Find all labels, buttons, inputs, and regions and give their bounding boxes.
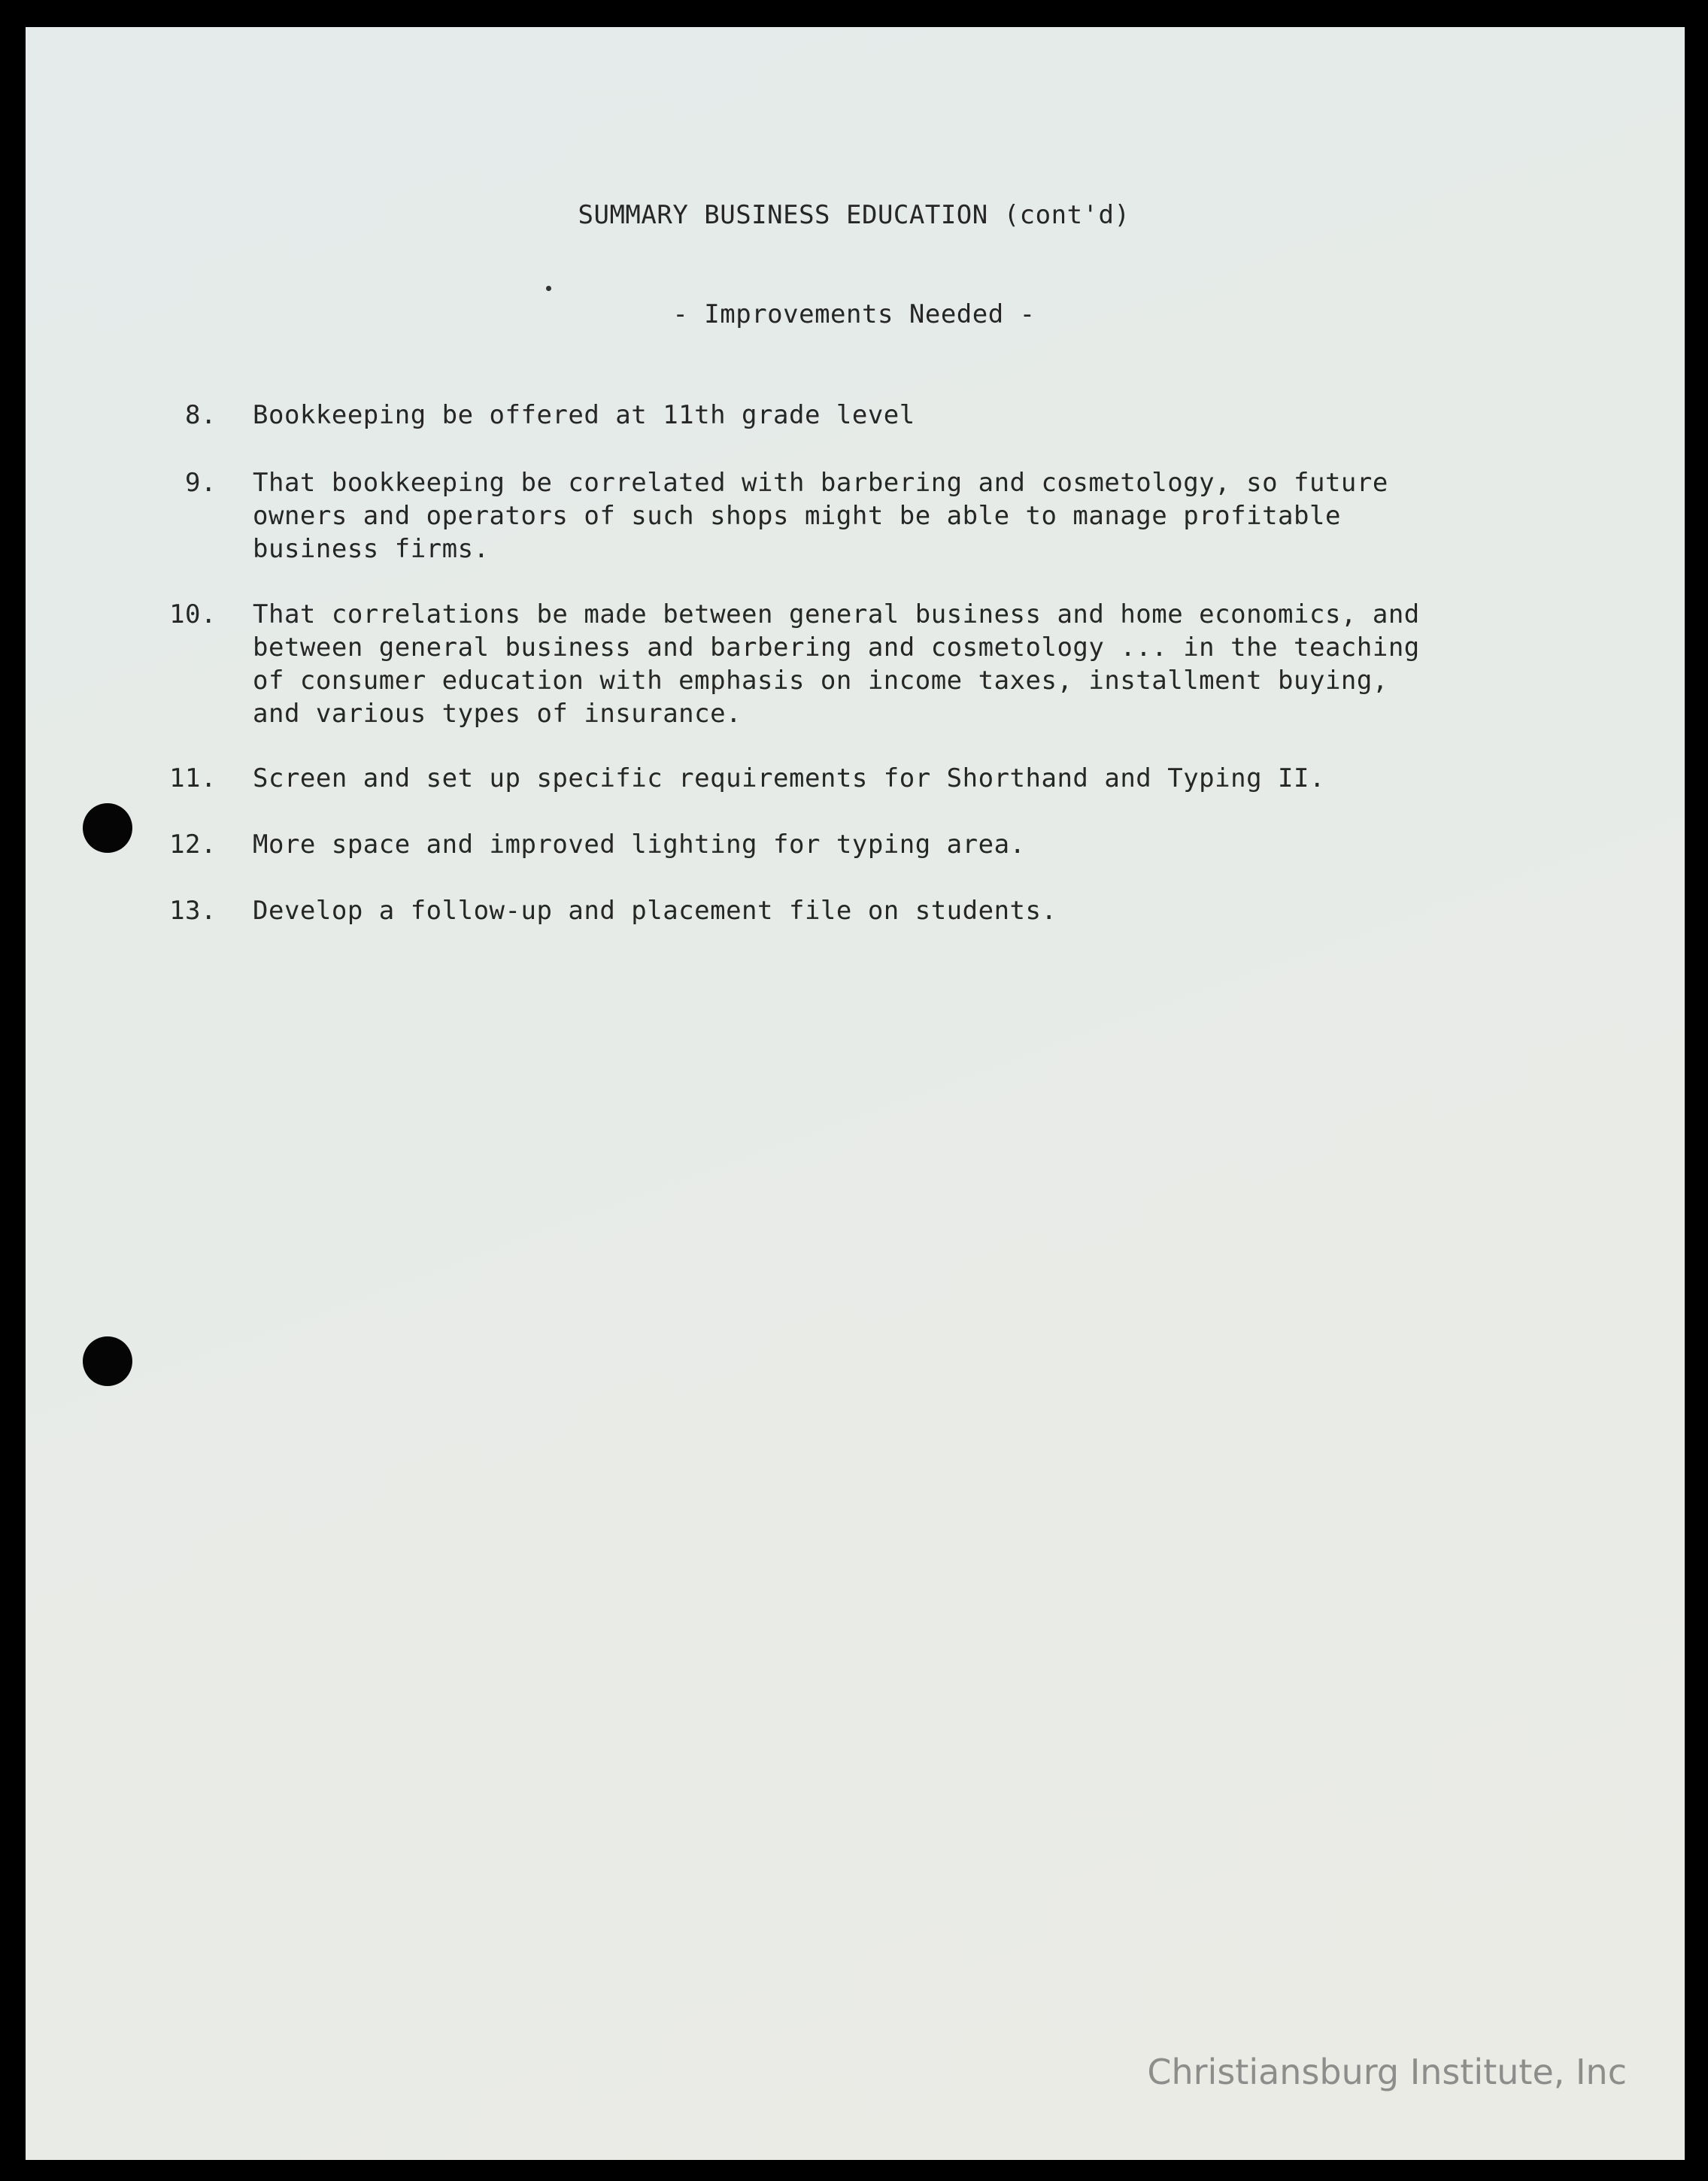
item-text: Bookkeeping be offered at 11th grade level — [253, 400, 915, 430]
ink-speck — [546, 286, 551, 291]
item-number: 12. — [169, 830, 217, 860]
item-text: That bookkeeping be correlated with barbering and cosmetology, so future owners and operators of such shops might be able to manage profitable business firms. — [253, 468, 1388, 564]
item-number: 13. — [169, 896, 217, 926]
item-number: 10. — [169, 599, 217, 629]
document-title: SUMMARY BUSINESS EDUCATION (cont'd) — [578, 200, 1130, 230]
item-text: Screen and set up specific requirements for Shorthand and Typing II. — [253, 763, 1325, 793]
item-number: 8. — [185, 400, 217, 430]
item-number: 9. — [185, 468, 217, 498]
document-subtitle: - Improvements Needed - — [672, 299, 1036, 329]
watermark: Christiansburg Institute, Inc — [1147, 2052, 1627, 2092]
paper-sheet — [26, 27, 1685, 2160]
item-text: Develop a follow-up and placement file on students. — [253, 896, 1057, 926]
item-text: That correlations be made between general business and home economics, and between general business and barbering and cosmetology ... in the teaching of consumer education with emphasis on income taxes, installment buying, and various types of insurance. — [253, 599, 1420, 729]
item-text: More space and improved lighting for typing area. — [253, 830, 1026, 860]
punch-hole-lower — [83, 1336, 132, 1386]
item-number: 11. — [169, 763, 217, 793]
